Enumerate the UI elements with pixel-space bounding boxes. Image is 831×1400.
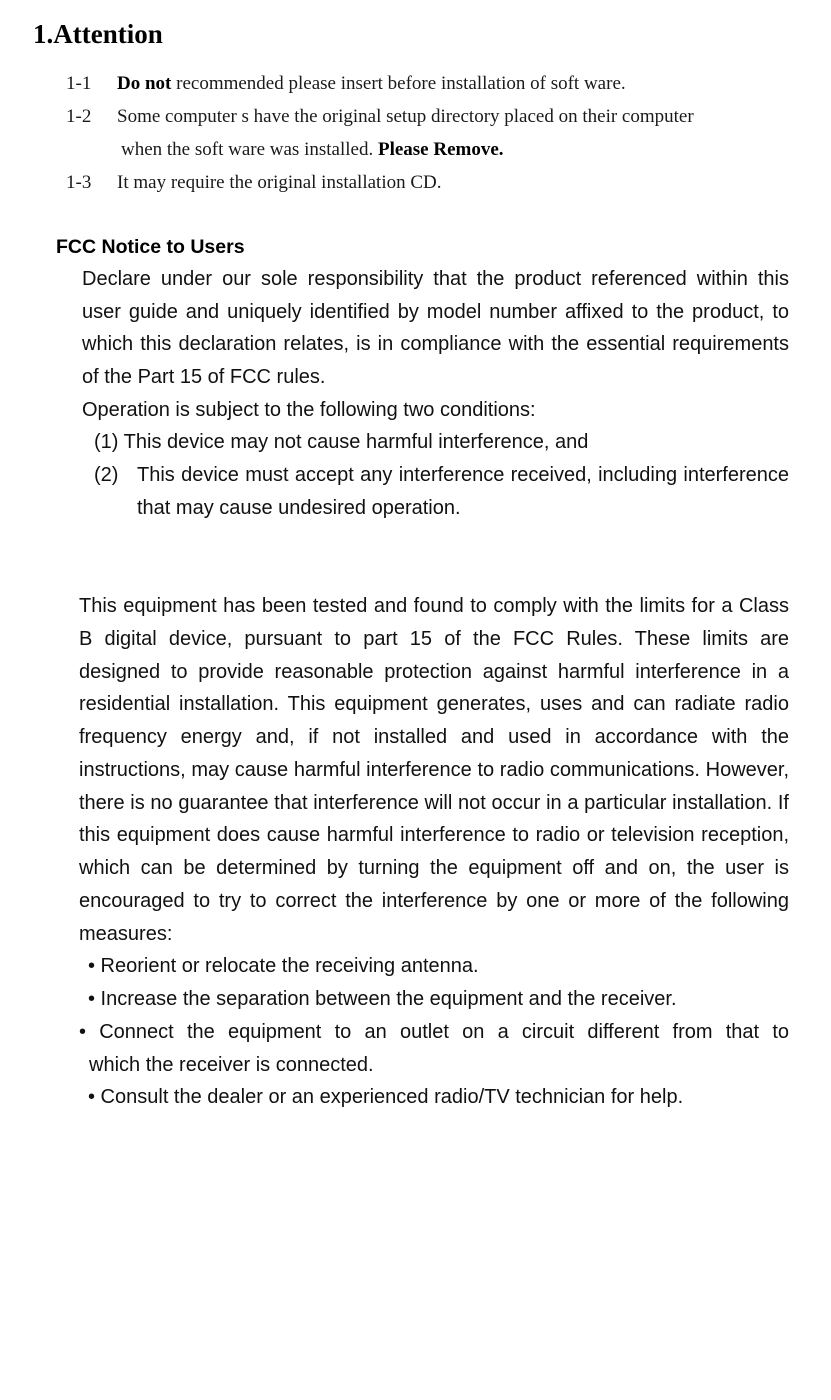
item-emphasis: Do not [117,73,172,94]
declaration-paragraph: Declare under our sole responsibility that the product referenced within this user guide and uniquely identified by model number affixed to the product, to which this declaration relates, is in compliance with the essential requirements of the Part 15 of FCC rules. [82,268,789,389]
item-text-line2: when the soft ware was installed. [121,139,378,160]
fcc-declaration [82,263,789,427]
condition-2 [94,459,789,524]
item-text: recommended please insert before installation of soft ware. [171,73,626,94]
attention-item-3 [66,166,806,199]
item-text-line1: Some computer s have the original setup directory placed on their computer [117,106,694,127]
measure-separation: • Increase the separation between the equipment and the receiver. [88,988,677,1010]
condition-text: This device may not cause harmful interference, and [123,431,589,453]
measure-outlet [79,1016,789,1081]
item-text: It may require the original installation CD. [117,172,442,193]
item-number: 1-3 [66,172,92,193]
condition-number: (2) [94,464,119,486]
equipment-paragraph: This equipment has been tested and found to comply with the limits for a Class B digital device, pursuant to part 15 of the FCC Rules. These limits are designed to provide reasonable protection against harmful interference in a residential installation. This equipment generates, uses and can radiate radio frequency energy and, if not installed and used in accordance with the instructions, may cause harmful interference to radio communications. However, there is no guarantee that interference will not occur in a particular installation. If this equipment does cause harmful interference to radio or television reception, which can be determined by turning the equipment off and on, the user is encouraged to try to correct the interference by one or more of the following measures: [79,595,789,945]
item-emphasis: Please Remove. [377,139,504,160]
measure-outlet-line1: • Connect the equipment to an outlet on a circuit different from that to [79,1021,789,1043]
item-number: 1-1 [66,73,92,94]
measure-reorient: • Reorient or relocate the receiving antenna. [88,955,479,977]
measure-outlet-line2: which the receiver is connected. [89,1053,374,1076]
attention-item-1 [66,67,806,100]
condition-1 [94,426,794,459]
measure-consult: • Consult the dealer or an experienced radio/TV technician for help. [88,1086,684,1108]
condition-text: This device must accept any interference received, including interference that may cause undesired operation. [137,464,789,519]
attention-item-2 [66,100,806,166]
condition-number: (1) [94,431,119,453]
item-number: 1-2 [66,106,92,127]
operation-line: Operation is subject to the following two conditions: [82,398,536,421]
attention-title: 1.Attention [33,19,163,49]
fcc-heading: FCC Notice to Users [56,236,245,258]
